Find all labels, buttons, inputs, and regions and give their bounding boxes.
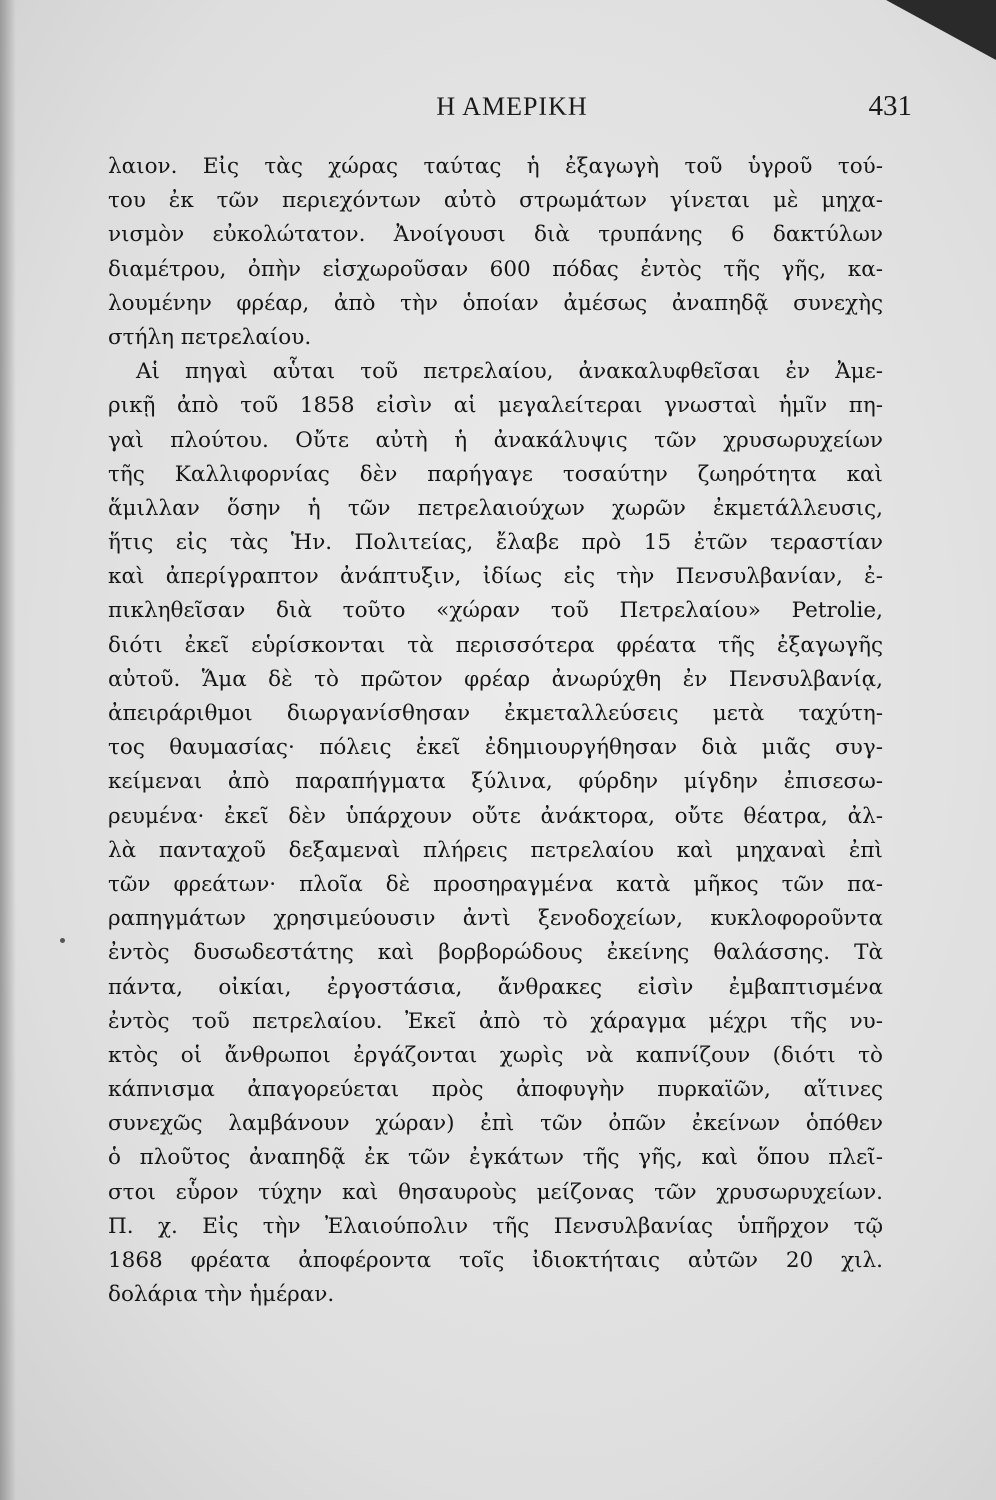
text-line: κείμεναι ἀπὸ παραπήγματα ξύλινα, φύρδην μίγδην ἐπισεσω- — [108, 769, 883, 795]
page-header — [108, 86, 916, 136]
text-line: ἐντὸς δυσωδεστάτης καὶ βορβορώδους ἐκείνης θαλάσσης. Τὰ — [108, 940, 883, 966]
text-line: ραπηγμάτων χρησιμεύουσιν ἀντὶ ξενοδοχείων, κυκλοφοροῦντα — [108, 906, 883, 932]
text-line: ὁ πλοῦτος ἀναπηδᾷ ἐκ τῶν ἐγκάτων τῆς γῆς, καὶ ὅπου πλεῖ- — [108, 1145, 883, 1171]
text-line: καὶ ἀπερίγραπτον ἀνάπτυξιν, ἰδίως εἰς τὴν Πενσυλβανίαν, ἐ- — [108, 564, 883, 590]
binding-shadow — [0, 0, 16, 1500]
running-title: Η ΑΜΕΡΙΚΗ — [436, 92, 588, 121]
text-line: τῶν φρεάτων· πλοῖα δὲ προσηραγμένα κατὰ μῆκος τῶν πα- — [108, 871, 883, 897]
text-line: λουμένην φρέαρ, ἀπὸ τὴν ὁποίαν ἀμέσως ἀναπηδᾷ συνεχὴς — [108, 290, 883, 316]
text-line: στοι εὗρον τύχην καὶ θησαυροὺς μείζονας τῶν χρυσωρυχείων. — [108, 1179, 883, 1205]
torn-corner — [886, 0, 996, 60]
text-line: Π. χ. Εἰς τὴν Ἐλαιούπολιν τῆς Πενσυλβανίας ὑπῆρχον τῷ — [108, 1213, 883, 1239]
text-line: του ἐκ τῶν περιεχόντων αὐτὸ στρωμάτων γίνεται μὲ μηχα- — [108, 188, 883, 214]
text-line: λαιον. Εἰς τὰς χώρας ταύτας ἡ ἐξαγωγὴ τοῦ ὑγροῦ τού- — [108, 154, 883, 179]
text-line: λὰ πανταχοῦ δεξαμεναὶ πλήρεις πετρελαίου καὶ μηχαναὶ ἐπὶ — [108, 837, 883, 863]
margin-mark — [60, 938, 65, 943]
text-line: ρευμένα· ἐκεῖ δὲν ὑπάρχουν οὔτε ἀνάκτορα, οὔτε θέατρα, ἀλ- — [108, 803, 883, 829]
text-line: αὐτοῦ. Ἅμα δὲ τὸ πρῶτον φρέαρ ἀνωρύχθη ἐν Πενσυλβανίᾳ, — [108, 666, 883, 692]
text-line: νισμὸν εὐκολώτατον. Ἀνοίγουσι διὰ τρυπάνης 6 δακτύλων — [108, 222, 883, 248]
text-line: τῆς Καλλιφορνίας δὲν παρήγαγε τοσαύτην ζωηρότητα καὶ — [108, 461, 883, 487]
page-number: 431 — [868, 90, 912, 122]
text-line: κάπνισμα ἀπαγορεύεται πρὸς ἀποφυγὴν πυρκαϊῶν, αἵτινες — [108, 1077, 883, 1103]
text-line: ἐντὸς τοῦ πετρελαίου. Ἐκεῖ ἀπὸ τὸ χάραγμα μέχρι τῆς νυ- — [108, 1008, 883, 1034]
text-line: κτὸς οἱ ἄνθρωποι ἐργάζονται χωρὶς νὰ καπνίζουν (διότι τὸ — [108, 1042, 883, 1068]
text-line: ρικῇ ἀπὸ τοῦ 1858 εἰσὶν αἱ μεγαλείτεραι γνωσταὶ ἡμῖν πη- — [108, 393, 883, 419]
text-line: διότι ἐκεῖ εὑρίσκονται τὰ περισσότερα φρέατα τῆς ἐξαγωγῆς — [108, 632, 883, 658]
text-line: πικληθεῖσαν διὰ τοῦτο «χώραν τοῦ Πετρελαίου» Petrolie, — [108, 598, 883, 624]
text-line: τος θαυμασίας· πόλεις ἐκεῖ ἐδημιουργήθησαν διὰ μιᾶς συγ- — [108, 735, 883, 761]
text-line: ἅμιλλαν ὅσην ἡ τῶν πετρελαιούχων χωρῶν ἐκμετάλλευσις, — [108, 495, 883, 521]
text-line: δολάρια τὴν ἡμέραν. — [108, 1282, 335, 1308]
text-line: Αἱ πηγαὶ αὗται τοῦ πετρελαίου, ἀνακαλυφθεῖσαι ἐν Ἀμε- — [136, 359, 883, 385]
text-line: ἀπειράριθμοι διωργανίσθησαν ἐκμεταλλεύσεις μετὰ ταχύτη- — [108, 701, 883, 726]
text-line: 1868 φρέατα ἀποφέροντα τοῖς ἰδιοκτήταις αὐτῶν 20 χιλ. — [108, 1248, 883, 1273]
text-line: στήλη πετρελαίου. — [108, 324, 312, 350]
text-line: συνεχῶς λαμβάνουν χώραν) ἐπὶ τῶν ὀπῶν ἐκείνων ὁπόθεν — [108, 1111, 883, 1137]
body-text — [108, 150, 883, 1312]
text-line: πάντα, οἰκίαι, ἐργοστάσια, ἄνθρακες εἰσὶν ἐμβαπτισμένα — [108, 974, 883, 1000]
text-line: ἥτις εἰς τὰς Ἡν. Πολιτείας, ἔλαβε πρὸ 15 ἐτῶν τεραστίαν — [108, 530, 883, 556]
text-line: διαμέτρου, ὀπὴν εἰσχωροῦσαν 600 πόδας ἐντὸς τῆς γῆς, κα- — [108, 256, 883, 282]
text-line: γαὶ πλούτου. Οὔτε αὐτὴ ἡ ἀνακάλυψις τῶν χρυσωρυχείων — [108, 427, 883, 453]
